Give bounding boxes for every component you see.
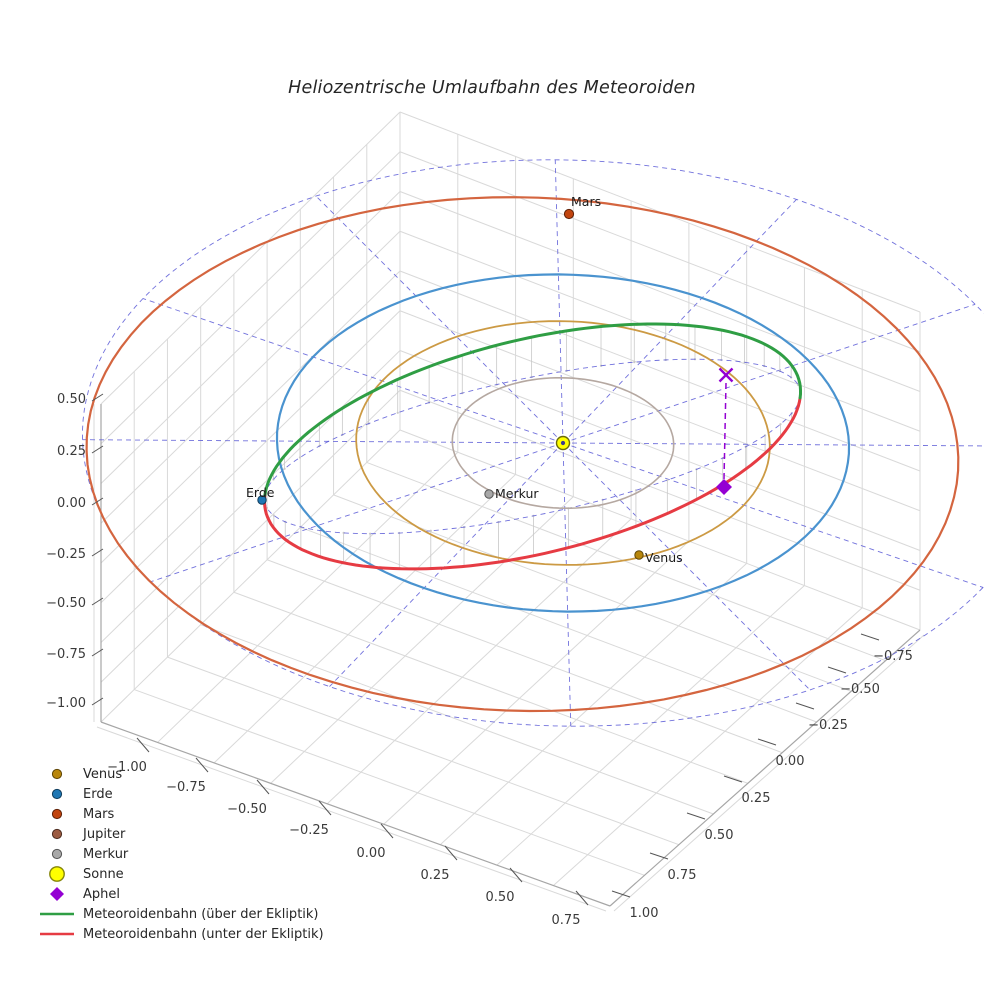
legend-label: Jupiter [83, 826, 126, 842]
stem-dot [430, 530, 432, 532]
bottom-pane-gridline [497, 586, 805, 866]
polar-grid-spoke [563, 443, 810, 690]
y-tick-label: −0.25 [808, 718, 848, 733]
sonne-center-dot [561, 441, 565, 445]
stem-dot [633, 361, 635, 363]
tick-mark [796, 703, 814, 709]
legend-dot-icon [34, 825, 80, 843]
merkur-label: Merkur [495, 486, 539, 501]
legend [34, 764, 324, 944]
y-tick-label: 1.00 [629, 906, 659, 921]
mars-marker [564, 209, 573, 218]
legend-line-swatch [34, 905, 80, 923]
z-tick-label: 0.50 [57, 392, 86, 407]
legend-row-mars [34, 804, 324, 824]
x-tick-label: 0.50 [485, 890, 515, 905]
bottom-pane-gridline [300, 527, 816, 722]
tick-mark [510, 868, 522, 882]
y-tick-label: −0.75 [873, 649, 913, 664]
left-pane-z-gridline [101, 231, 400, 523]
bottom-pane-gridline [158, 452, 458, 742]
bottom-pane-gridline [234, 592, 748, 783]
legend-label: Mars [83, 806, 115, 822]
legend-label: Meteoroidenbahn (über der Ekliptik) [83, 906, 319, 922]
stem-dot [397, 412, 399, 414]
tick-mark [724, 776, 742, 782]
z-tick-label: 0.00 [57, 496, 86, 511]
legend-line-swatch [34, 925, 80, 943]
stem-dot [283, 468, 285, 470]
z-tick-label: −1.00 [46, 696, 86, 711]
pane-edge [101, 112, 400, 404]
legend-dot-icon [34, 785, 80, 803]
x-tick-label: −0.75 [166, 780, 206, 795]
z-tick-label: −0.25 [46, 547, 86, 562]
bottom-pane-gridline [367, 462, 886, 660]
legend-row-meteoroidenbahn-ber-der-ekliptik [34, 904, 324, 924]
erde-label: Erde [246, 485, 275, 500]
right-pane-z-gridline [400, 192, 920, 392]
legend-row-erde [34, 784, 324, 804]
y-tick-label: 0.25 [741, 791, 771, 806]
legend-label: Meteoroidenbahn (unter der Ekliptik) [83, 926, 324, 942]
z-tick-label: 0.25 [57, 444, 86, 459]
legend-label: Aphel [83, 886, 120, 902]
axis-spine-outer [614, 635, 924, 911]
legend-label: Merkur [83, 846, 129, 862]
right-pane-z-gridline [400, 271, 920, 471]
pane-edge [400, 430, 920, 630]
x-tick-label: −0.25 [289, 823, 329, 838]
bottom-pane-gridline [334, 495, 852, 691]
bottom-pane-gridline [214, 474, 515, 762]
legend-diamond-icon [34, 885, 80, 903]
legend-label: Sonne [83, 866, 124, 882]
legend-row-aphel [34, 884, 324, 904]
legend-row-jupiter [34, 824, 324, 844]
right-pane-z-gridline [400, 351, 920, 551]
venus-label: Venus [645, 550, 683, 565]
legend-dot-icon [34, 765, 80, 783]
legend-row-meteoroidenbahn-unter-der-ekliptik [34, 924, 324, 944]
x-tick-label: 0.75 [551, 913, 581, 928]
right-pane-z-gridline [400, 152, 920, 352]
merkur-marker [485, 490, 493, 498]
stem-dot [779, 423, 781, 425]
polar-grid-spoke [555, 160, 563, 443]
polar-grid-spoke [83, 440, 563, 443]
z-tick-label: −0.50 [46, 596, 86, 611]
legend-dot-icon [34, 805, 80, 823]
meteoroid-projection-dashed [265, 359, 801, 534]
left-pane-z-gridline [101, 311, 400, 603]
chart-title: Heliozentrische Umlaufbahn des Meteoroiden [288, 78, 696, 98]
meteoroid-orbit-above-ecliptic [265, 324, 801, 495]
legend-label: Venus [83, 766, 123, 782]
legend-big-dot-icon [34, 865, 80, 883]
mars-orbit [87, 197, 959, 711]
x-tick-label: 0.25 [420, 868, 450, 883]
legend-label: Erde [83, 786, 113, 802]
stem-dot [369, 533, 371, 535]
tick-mark [381, 824, 393, 838]
y-tick-label: −0.50 [840, 682, 880, 697]
mars-label: Mars [571, 194, 602, 209]
bottom-pane-gridline [384, 541, 689, 824]
legend-row-merkur [34, 844, 324, 864]
bottom-pane-gridline [327, 519, 631, 804]
x-tick-label: 0.00 [356, 846, 386, 861]
legend-dot-icon [34, 845, 80, 863]
tick-mark [828, 667, 846, 673]
x-tick-label: −0.50 [227, 802, 267, 817]
z-tick-label: −0.75 [46, 647, 86, 662]
y-tick-label: 0.50 [704, 828, 734, 843]
legend-row-sonne [34, 864, 324, 884]
y-tick-label: 0.00 [775, 754, 805, 769]
left-pane-z-gridline [101, 271, 400, 563]
bottom-pane-gridline [440, 563, 746, 844]
tick-mark [861, 634, 879, 640]
polar-grid-spoke [563, 199, 797, 443]
x-tick-label: −1.00 [107, 760, 147, 775]
aphel-connector-line [724, 383, 726, 479]
venus-marker [635, 551, 643, 559]
legend-row-venus [34, 764, 324, 784]
left-pane-z-gridline [101, 390, 400, 682]
stem-dot [299, 456, 301, 458]
bottom-pane-gridline [271, 497, 574, 784]
y-tick-label: 0.75 [667, 868, 697, 883]
tick-mark [687, 813, 705, 819]
bottom-pane-gridline [267, 560, 782, 753]
